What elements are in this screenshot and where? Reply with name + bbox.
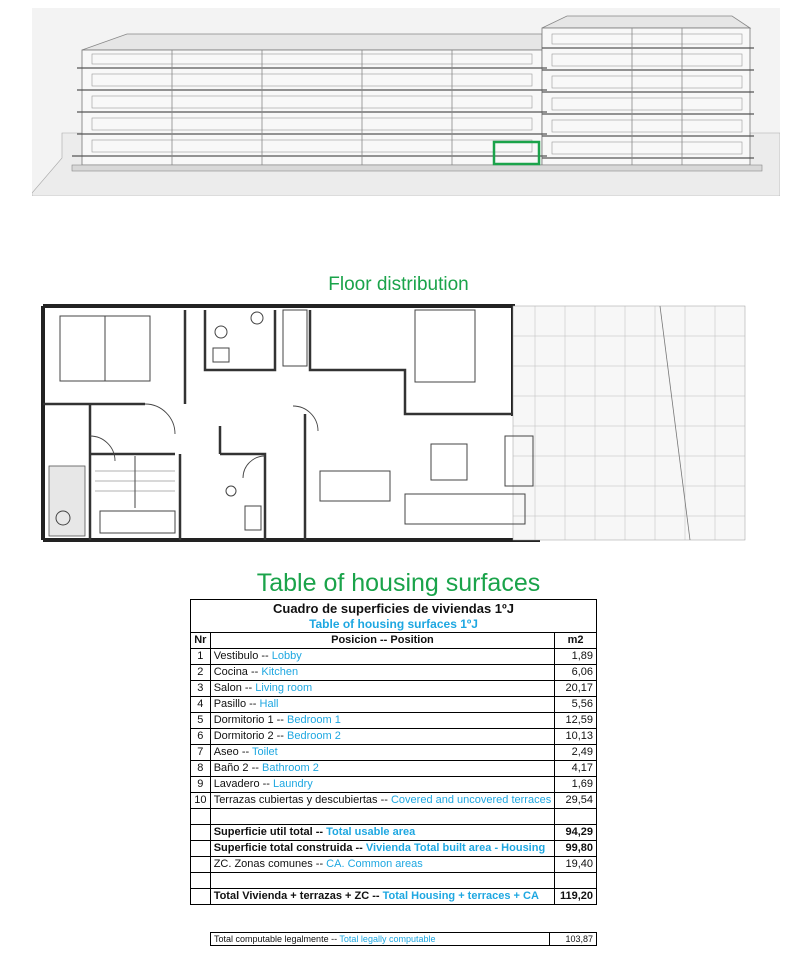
usable-area-row: Superficie util total -- Total usable area	[210, 825, 555, 841]
table-row	[191, 777, 597, 793]
row-number: 10	[191, 793, 211, 809]
table-row	[191, 665, 597, 681]
table-row	[191, 649, 597, 665]
legal-computable-row: Total computable legalmente -- Total legally computable	[211, 933, 550, 946]
floor-plan-drawing	[35, 296, 751, 548]
row-number: 4	[191, 697, 211, 713]
building-elevation-drawing	[32, 8, 780, 196]
row-number: 1	[191, 649, 211, 665]
row-position: Baño 2 -- Bathroom 2	[210, 761, 555, 777]
row-number: 7	[191, 745, 211, 761]
table-row	[191, 761, 597, 777]
table-row	[191, 729, 597, 745]
row-position: Aseo -- Toilet	[210, 745, 555, 761]
housing-surfaces-table	[190, 599, 597, 905]
row-number: 3	[191, 681, 211, 697]
row-number: 9	[191, 777, 211, 793]
row-number: 6	[191, 729, 211, 745]
row-number: 5	[191, 713, 211, 729]
built-area-value: 99,80	[555, 841, 597, 857]
col-position-header: Posicion -- Position	[210, 633, 555, 649]
col-nr-header: Nr	[191, 633, 211, 649]
col-m2-header: m2	[555, 633, 597, 649]
usable-area-value: 94,29	[555, 825, 597, 841]
row-number: 8	[191, 761, 211, 777]
row-position: Cocina -- Kitchen	[210, 665, 555, 681]
row-value: 10,13	[555, 729, 597, 745]
common-areas-row: ZC. Zonas comunes -- CA. Common areas	[210, 857, 555, 873]
table-row	[191, 697, 597, 713]
row-position: Pasillo -- Hall	[210, 697, 555, 713]
row-value: 4,17	[555, 761, 597, 777]
table-row	[191, 681, 597, 697]
legal-computable-value: 103,87	[550, 933, 597, 946]
row-position: Dormitorio 2 -- Bedroom 2	[210, 729, 555, 745]
floor-distribution-title: Floor distribution	[328, 274, 469, 295]
row-value: 5,56	[555, 697, 597, 713]
row-position: Vestibulo -- Lobby	[210, 649, 555, 665]
table-row	[191, 713, 597, 729]
common-areas-value: 19,40	[555, 857, 597, 873]
row-value: 1,69	[555, 777, 597, 793]
row-value: 20,17	[555, 681, 597, 697]
table-row	[191, 793, 597, 809]
row-value: 2,49	[555, 745, 597, 761]
built-area-row: Superficie total construida -- Vivienda Total built area - Housing	[210, 841, 555, 857]
row-value: 6,06	[555, 665, 597, 681]
table-row	[191, 745, 597, 761]
total-row: Total Vivienda + terrazas + ZC -- Total Housing + terraces + CA	[210, 889, 555, 905]
row-position: Terrazas cubiertas y descubiertas -- Covered and uncovered terraces	[210, 793, 555, 809]
table-title-en: Table of housing surfaces 1ºJ	[191, 617, 597, 633]
row-value: 29,54	[555, 793, 597, 809]
housing-surfaces-title: Table of housing surfaces	[256, 569, 541, 597]
table-title-es: Cuadro de superficies de viviendas 1ºJ	[191, 600, 597, 618]
row-number: 2	[191, 665, 211, 681]
row-value: 12,59	[555, 713, 597, 729]
row-value: 1,89	[555, 649, 597, 665]
legal-computable-table	[210, 932, 597, 946]
row-position: Lavadero -- Laundry	[210, 777, 555, 793]
row-position: Salon -- Living room	[210, 681, 555, 697]
row-position: Dormitorio 1 -- Bedroom 1	[210, 713, 555, 729]
total-value: 119,20	[555, 889, 597, 905]
